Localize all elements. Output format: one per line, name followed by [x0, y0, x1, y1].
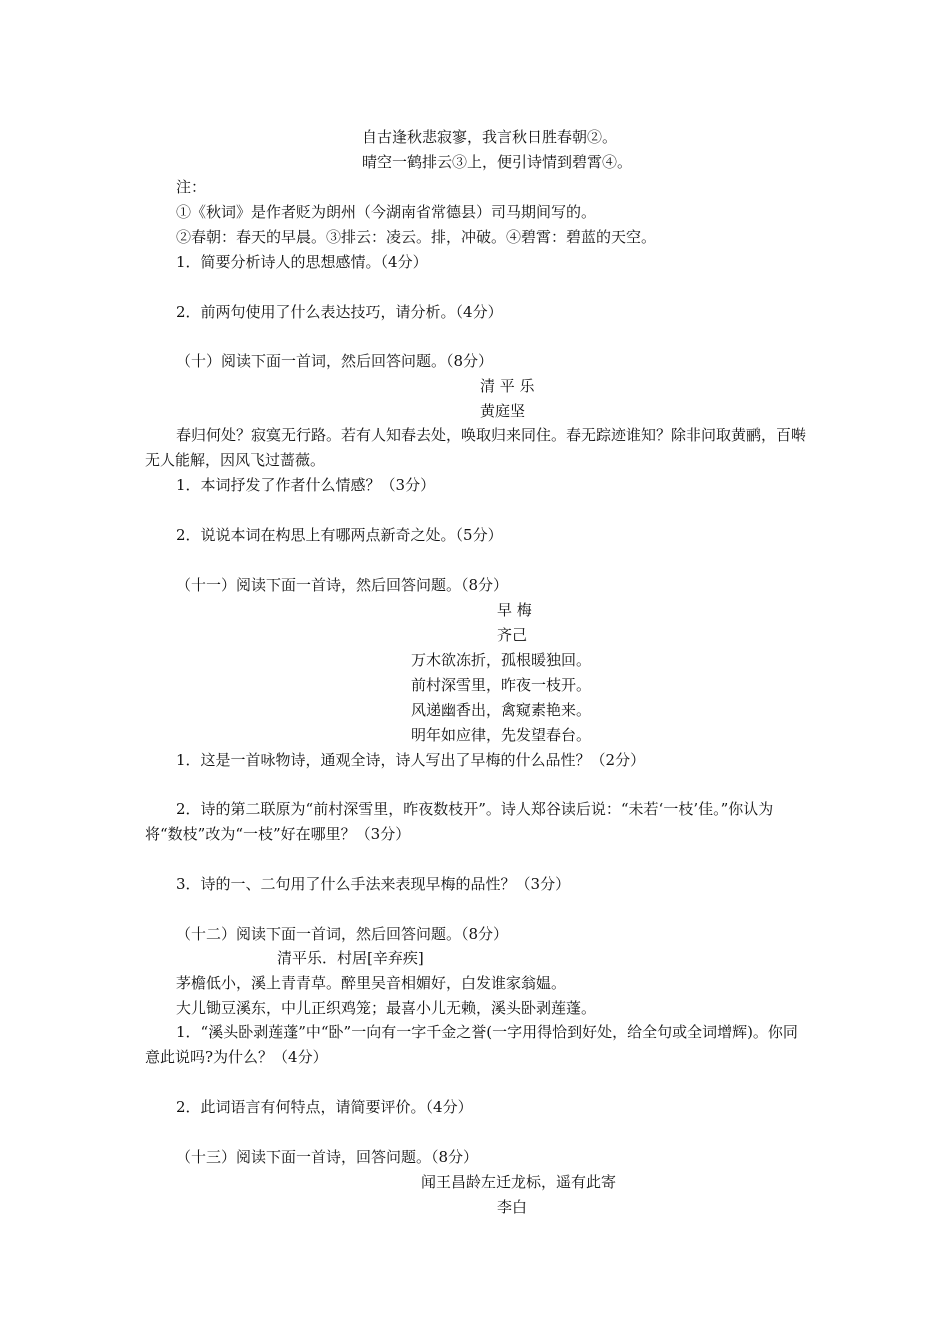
- poem-line: 明年如应律，先发望春台。: [411, 726, 592, 744]
- section-heading: （十一）阅读下面一首诗，然后回答问题。（8分）: [176, 576, 509, 594]
- poem-line: 茅檐低小，溪上青青草。醉里吴音相媚好，白发谁家翁媪。: [176, 974, 567, 992]
- poem-title: 早 梅: [497, 601, 532, 619]
- poem-author: 李白: [497, 1198, 528, 1216]
- poem-line: 大儿锄豆溪东，中儿正织鸡笼；最喜小儿无赖，溪头卧剥莲蓬。: [176, 999, 597, 1017]
- poem-line: 风递幽香出，禽窥素艳来。: [411, 701, 592, 719]
- question: 3．诗的一、二句用了什么手法来表现早梅的品性？（3分）: [176, 875, 571, 893]
- question: 2．诗的第二联原为“前村深雪里，昨夜数枝开”。诗人郑谷读后说：“未若‘一枝’佳。”你认为将“数枝”改为“一枝”好在哪里？（3分）: [145, 800, 774, 843]
- section-heading: （十二）阅读下面一首词，然后回答问题。（8分）: [176, 925, 509, 943]
- question: 2．说说本词在构思上有哪两点新奇之处。（5分）: [176, 526, 503, 544]
- section-heading: （十三）阅读下面一首诗，回答问题。（8分）: [176, 1148, 479, 1166]
- poem-title: 闻王昌龄左迁龙标，遥有此寄: [421, 1173, 617, 1191]
- question: 1．简要分析诗人的思想感情。（4分）: [176, 253, 428, 271]
- question: 1．“溪头卧剥莲蓬”中“卧”一向有一字千金之誉(一字用得恰到好处，给全句或全词增辉)。你同意此说吗?为什么？（4分）: [145, 1023, 798, 1066]
- poem-title: 清平乐．村居[辛弃疾]: [277, 949, 424, 967]
- question: 2．此词语言有何特点，请简要评价。（4分）: [176, 1098, 473, 1116]
- poem-line: 晴空一鹤排云③上，便引诗情到碧霄④。: [362, 153, 633, 171]
- poem-line: 万木欲冻折，孤根暖独回。: [411, 651, 592, 669]
- poem-line: 前村深雪里，昨夜一枝开。: [411, 676, 592, 694]
- question: 1．本词抒发了作者什么情感？（3分）: [176, 476, 436, 494]
- question: 2．前两句使用了什么表达技巧，请分析。（4分）: [176, 303, 503, 321]
- poem-title: 清 平 乐: [480, 377, 535, 395]
- poem-line: 自古逢秋悲寂寥，我言秋日胜春朝②。: [362, 128, 618, 146]
- note-line: ②春朝：春天的早晨。③排云：凌云。排，冲破。④碧霄：碧蓝的天空。: [176, 228, 657, 246]
- section-heading: （十）阅读下面一首词，然后回答问题。（8分）: [176, 352, 494, 370]
- poem-author: 黄庭坚: [480, 402, 526, 420]
- poem-text: 春归何处？寂寞无行路。若有人知春去处，唤取归来同住。春无踪迹谁知？除非问取黄鹂，百啭无人能解，因风飞过蔷薇。: [145, 426, 807, 469]
- note-line: ①《秋词》是作者贬为朗州（今湖南省常德县）司马期间写的。: [176, 203, 597, 221]
- notes-label: 注：: [176, 178, 207, 196]
- question: 1．这是一首咏物诗，通观全诗，诗人写出了早梅的什么品性？（2分）: [176, 751, 646, 769]
- poem-author: 齐己: [497, 626, 528, 644]
